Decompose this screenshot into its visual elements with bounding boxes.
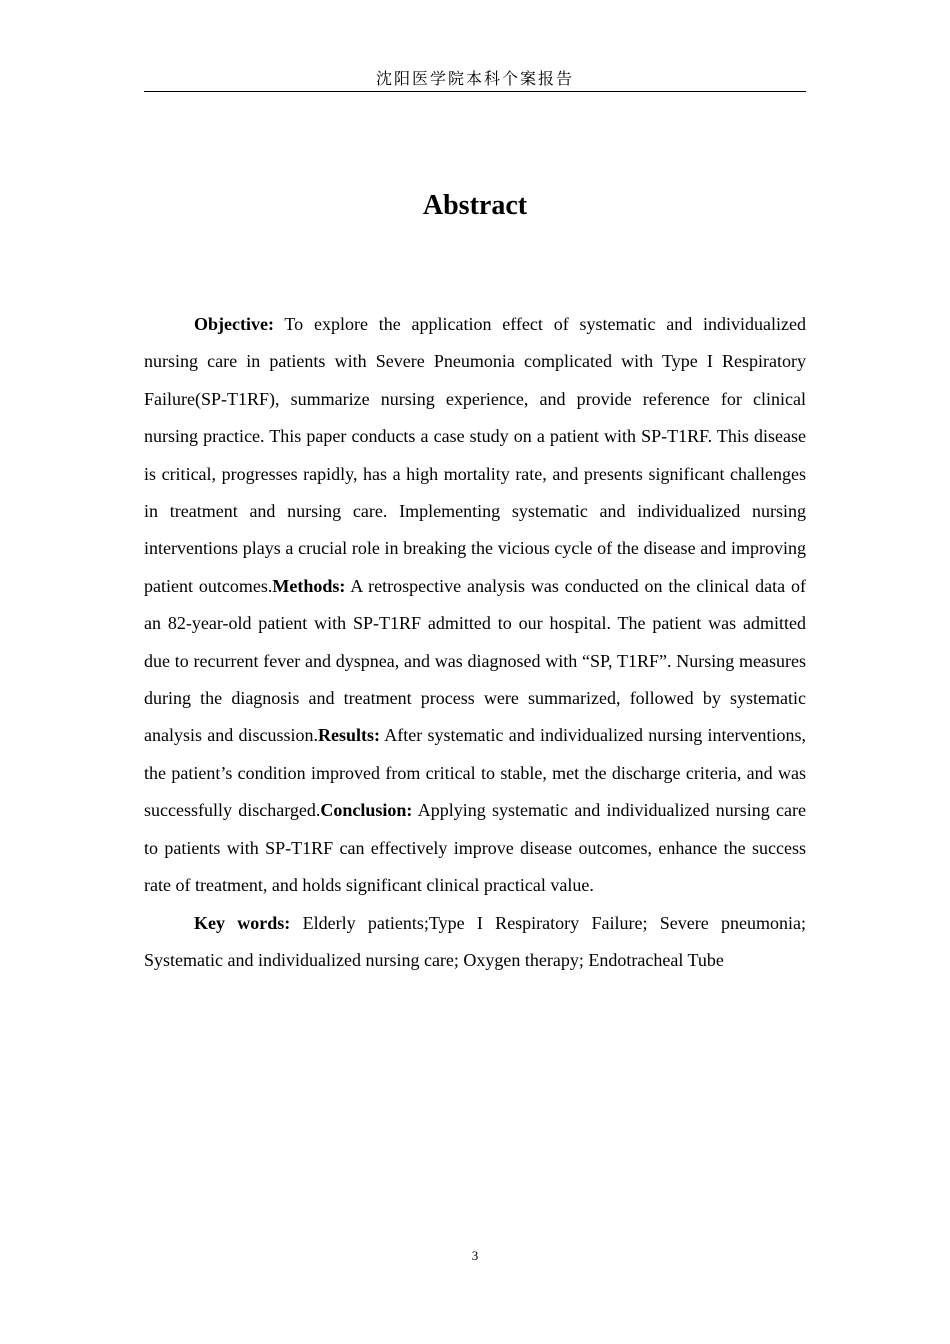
methods-label: Methods:	[272, 575, 346, 596]
keywords-label: Key words:	[194, 912, 291, 933]
objective-text: To explore the application effect of systematic and individualized nursing care in patients with Severe Pneumonia complicated with Type I Respiratory Failure(SP-T1RF), summarize nursing experience, and provide reference for clinical nursing practice. This paper conducts a case study on a patient with SP-T1RF. This disease is critical, progresses rapidly, has a high mortality rate, and presents significant challenges in treatment and nursing care. Implementing systematic and individualized nursing interventions plays a crucial role in breaking the vicious cycle of the disease and improving patient outcomes.	[144, 314, 806, 596]
page-number: 3	[471, 1248, 479, 1263]
abstract-paragraph	[144, 306, 806, 905]
conclusion-label: Conclusion:	[320, 800, 413, 821]
results-text: After systematic and individualized nursing interventions, the patient’s condition improved from critical to stable, met the discharge criteria, and was successfully discharged.	[144, 725, 806, 821]
results-label: Results:	[318, 725, 381, 746]
abstract-body	[144, 306, 806, 979]
page-title: Abstract	[422, 190, 528, 221]
running-header: 沈阳医学院本科个案报告	[375, 69, 574, 88]
methods-text: A retrospective analysis was conducted on the clinical data of an 82-year-old patient with SP-T1RF admitted to our hospital. The patient was admitted due to recurrent fever and dyspnea, and was diagnosed with “SP, T1RF”. Nursing measures during the diagnosis and treatment process were summarized, followed by systematic analysis and discussion.	[144, 575, 807, 746]
keywords-paragraph	[144, 905, 806, 980]
objective-label: Objective:	[194, 314, 274, 334]
header-rule	[144, 91, 806, 92]
conclusion-text: Applying systematic and individualized nursing care to patients with SP-T1RF can effectively improve disease outcomes, enhance the success rate of treatment, and holds significant clinical practical value.	[144, 800, 806, 896]
keywords-text: Elderly patients;Type I Respiratory Failure; Severe pneumonia; Systematic and individualized nursing care; Oxygen therapy; Endotracheal Tube	[144, 912, 806, 970]
